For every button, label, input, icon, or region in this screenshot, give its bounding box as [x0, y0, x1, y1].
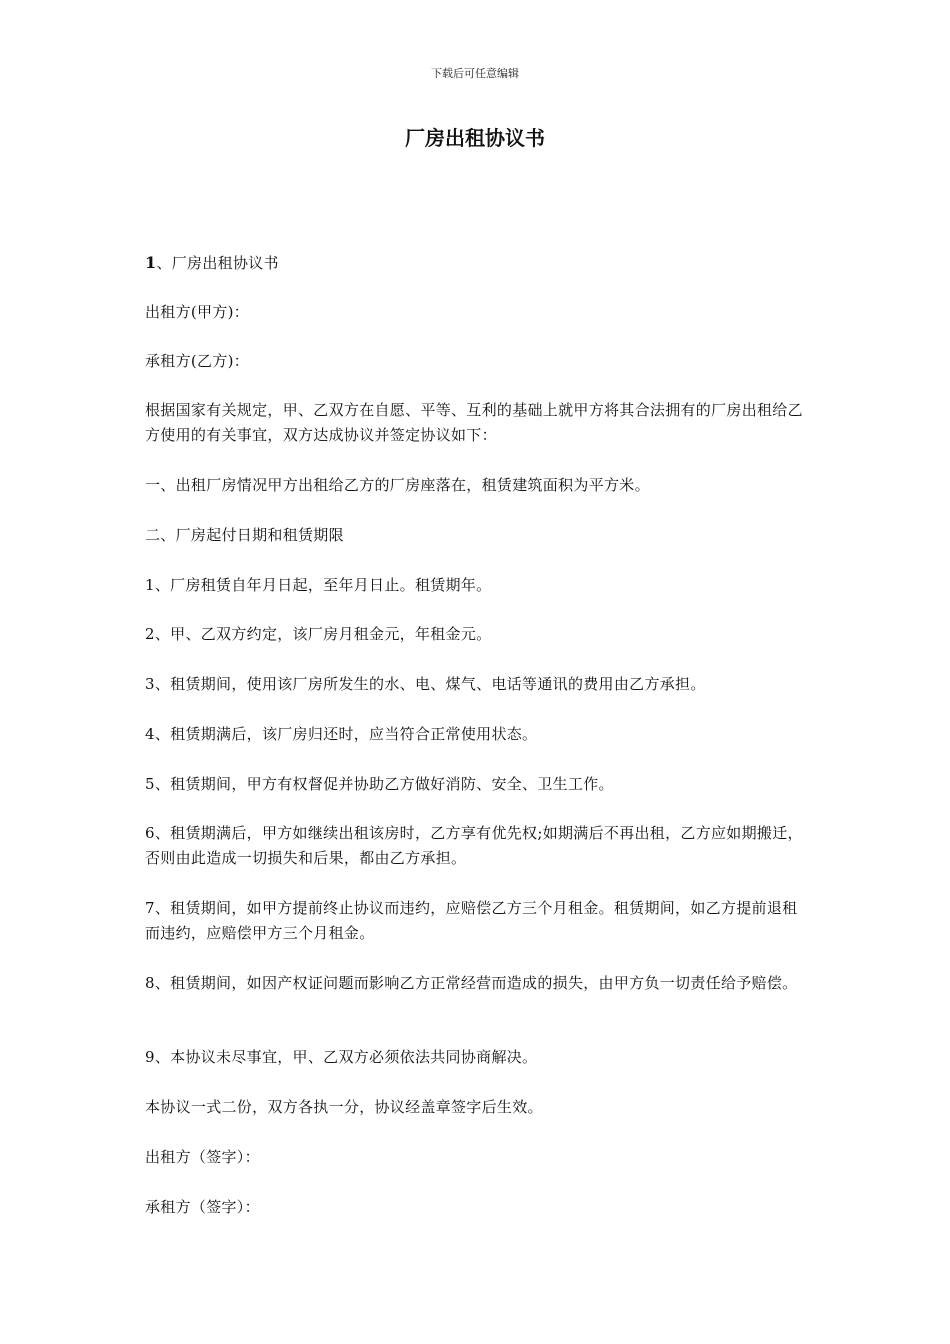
clause-2: 2、甲、乙双方约定，该厂房月租金元，年租金元。 — [145, 625, 492, 643]
lessor-signature-line: 出租方（签字）： — [145, 1148, 260, 1166]
lessor-line: 出租方(甲方)： — [145, 303, 250, 321]
clause-4: 4、租赁期满后，该厂房归还时，应当符合正常使用状态。 — [145, 725, 538, 743]
clause-1: 1、厂房租赁自年月日起，至年月日止。租赁期年。 — [145, 576, 492, 594]
clause-9: 9、本协议未尽事宜，甲、乙双方必须依法共同协商解决。 — [145, 1048, 538, 1066]
clause-7: 7、租赁期间，如甲方提前终止协议而违约，应赔偿乙方三个月租金。租赁期间，如乙方提前退租而违约，应赔偿甲方三个月租金。 — [145, 899, 798, 942]
clause-5: 5、租赁期间，甲方有权督促并协助乙方做好消防、安全、卫生工作。 — [145, 775, 614, 793]
section-heading — [145, 250, 810, 276]
lessee-line: 承租方(乙方)： — [145, 352, 250, 370]
preamble-paragraph: 根据国家有关规定，甲、乙双方在自愿、平等、互利的基础上就甲方将其合法拥有的厂房出租给乙方使用的有关事宜，双方达成协议并签定协议如下： — [145, 401, 803, 444]
header-note: 下载后可任意编辑 — [431, 67, 519, 80]
section-number: 1 — [145, 253, 157, 272]
section-heading-text: 、厂房出租协议书 — [156, 254, 279, 272]
article-2-heading: 二、厂房起付日期和租赁期限 — [145, 526, 344, 544]
clause-3: 3、租赁期间，使用该厂房所发生的水、电、煤气、电话等通讯的费用由乙方承担。 — [145, 675, 706, 693]
copies-paragraph: 本协议一式二份，双方各执一分，协议经盖章签字后生效。 — [145, 1098, 543, 1116]
clause-6: 6、租赁期满后，甲方如继续出租该房时，乙方享有优先权;如期满后不再出租，乙方应如期搬迁，否则由此造成一切损失和后果，都由乙方承担。 — [145, 824, 803, 867]
lessee-signature-line: 承租方（签字）： — [145, 1198, 260, 1216]
document-title: 厂房出租协议书 — [405, 126, 545, 150]
article-1: 一、出租厂房情况甲方出租给乙方的厂房座落在，租赁建筑面积为平方米。 — [145, 476, 650, 494]
clause-8: 8、租赁期间，如因产权证问题而影响乙方正常经营而造成的损失，由甲方负一切责任给予赔偿。 — [145, 974, 798, 992]
